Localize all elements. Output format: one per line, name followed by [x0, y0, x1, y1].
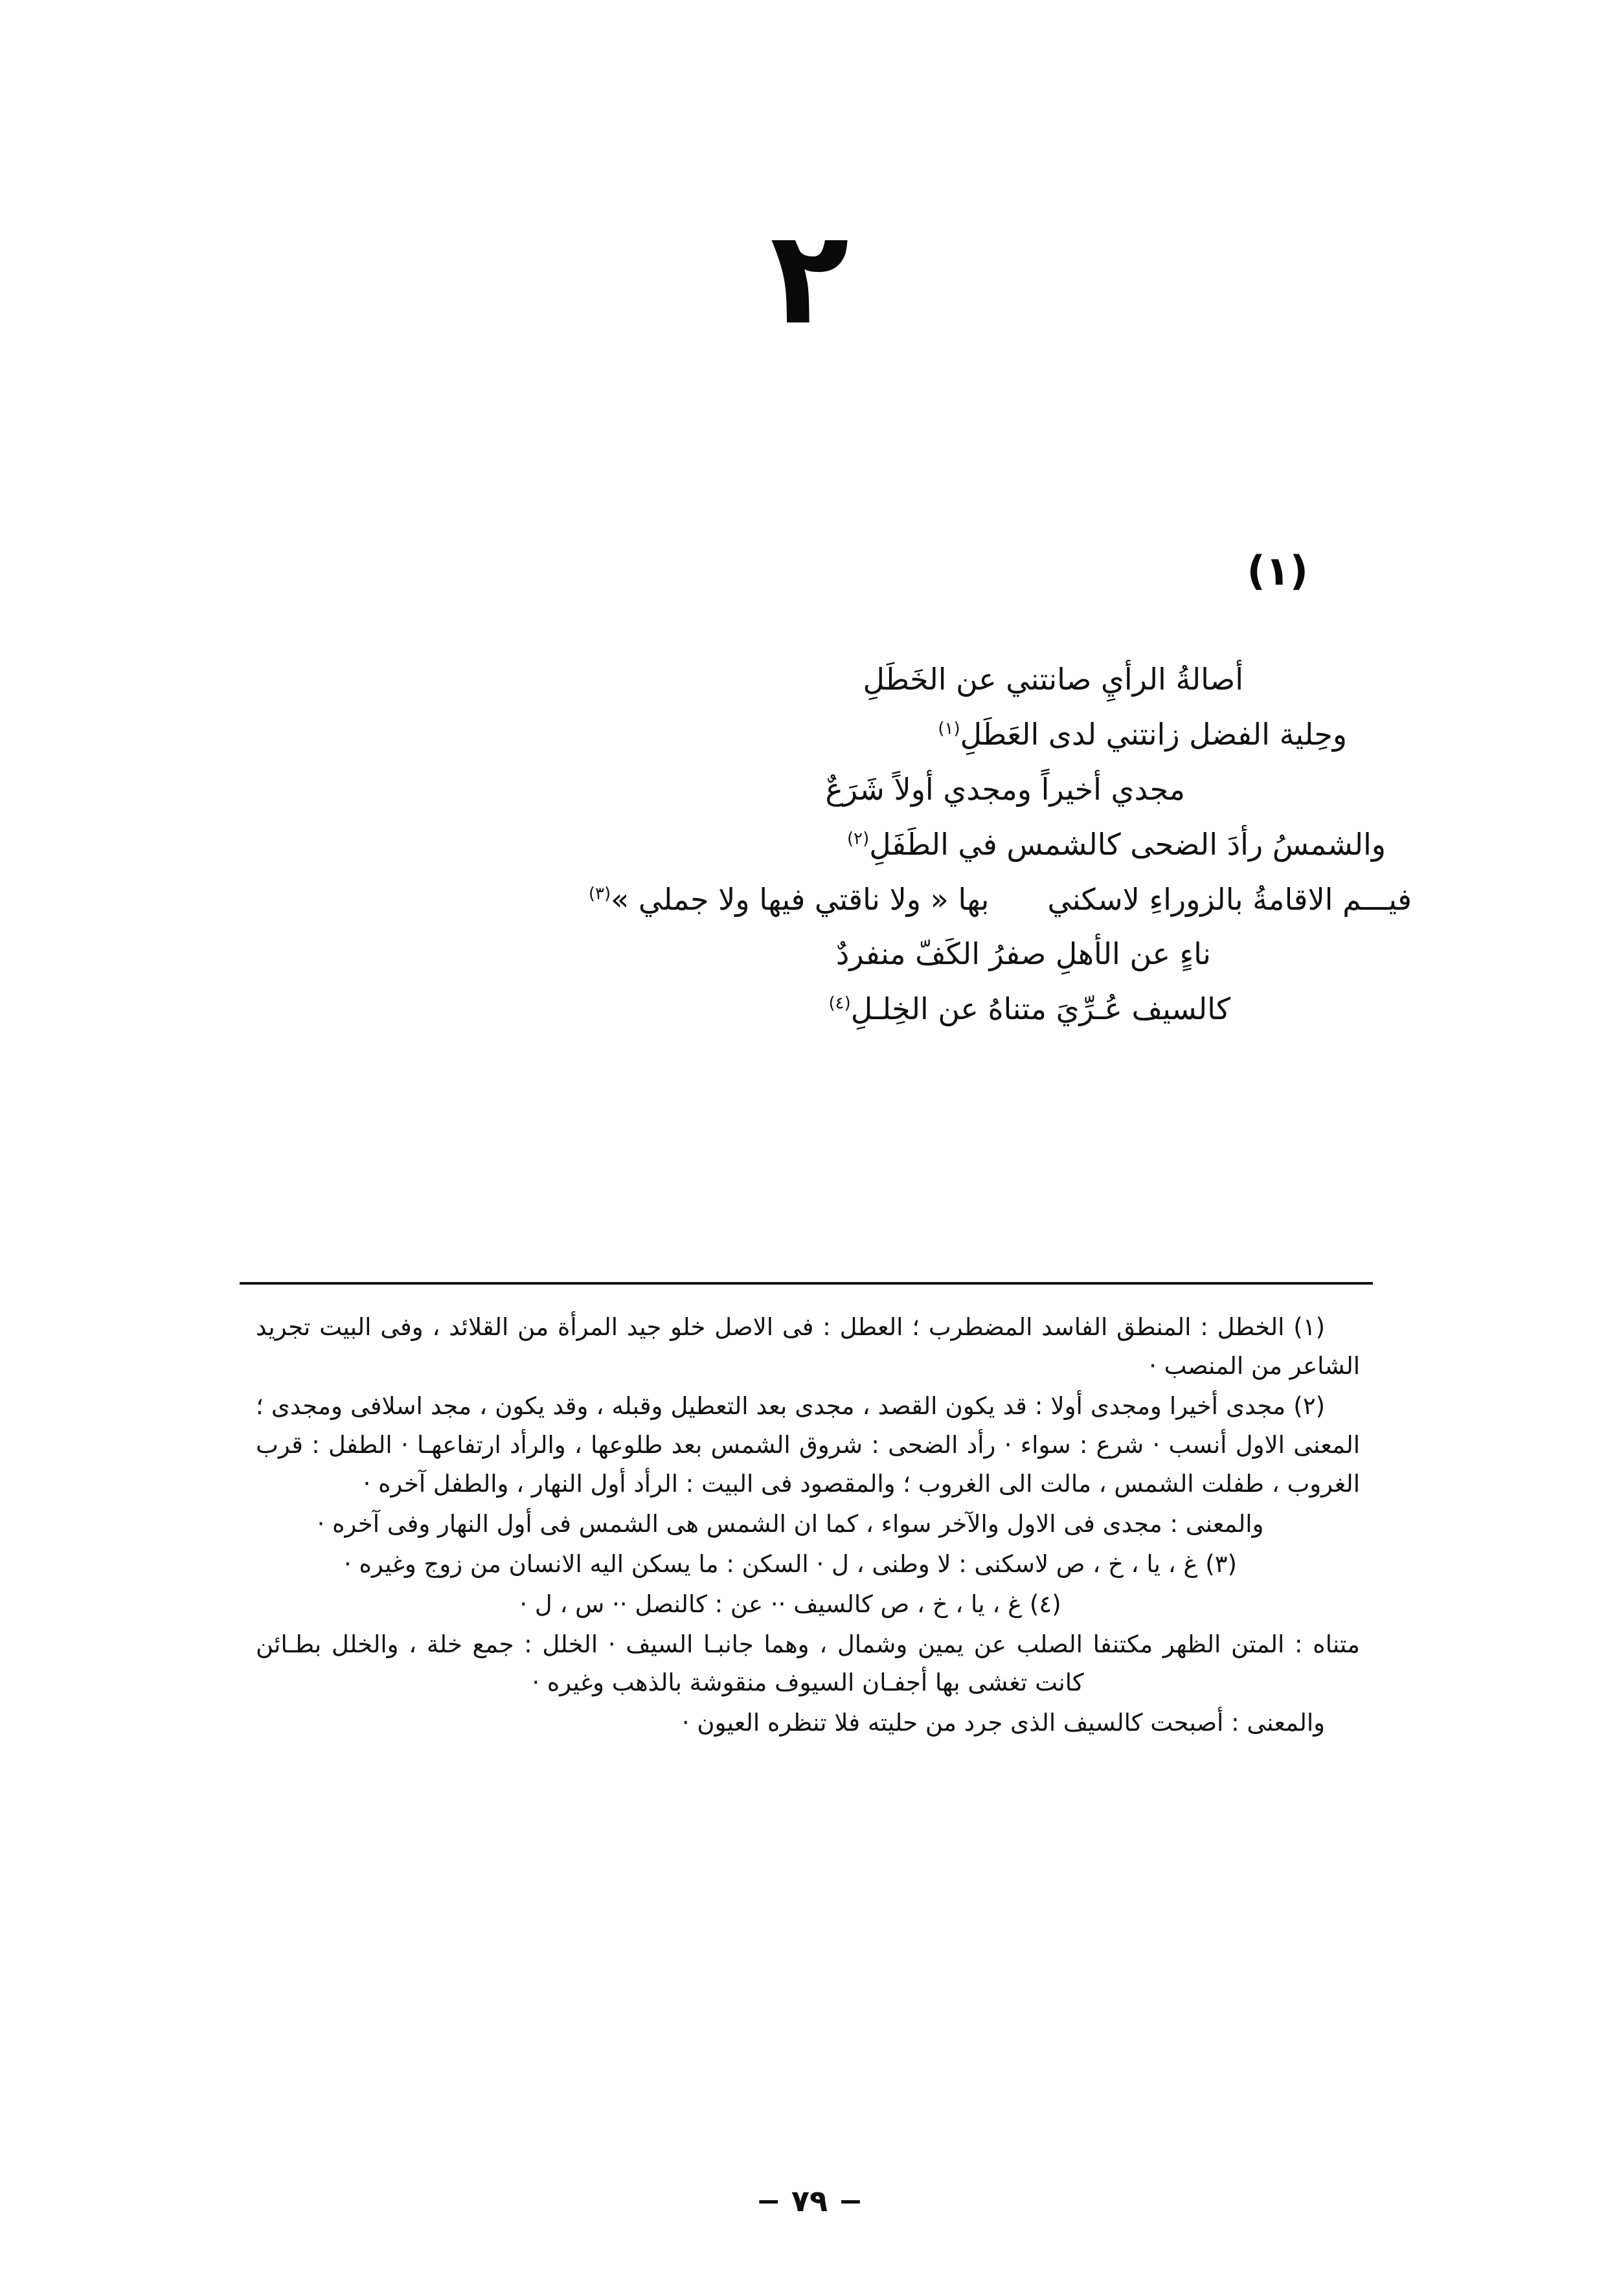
verse-text: كالسيف عُـرِّيَ متناهُ عن الخِلـلِ — [850, 991, 1230, 1027]
poem-section-number: (١) — [1247, 547, 1308, 594]
footnote-item: (٢) مجدى أخيرا ومجدى أولا : قد يكون القصد ، مجدى بعد التعطيل وقبله ، وقد يكون ، مجد اسلافى ومجدى ؛ المعنى الاول أنسب · شرع : سواء · رأد الضحى : شروق الشمس بعد طلوعها ، والرأد ارتفاعهـا · الطفل : قرب الغروب ، طفلت الشمس ، مالت الى الغروب ؛ والمقصود فى البيت : الرأد أول النهار ، والطفل آخره · — [256, 1391, 1360, 1498]
verse-text-second-hemistich: بها « ولا ناقتي فيها ولا جملي » — [611, 881, 990, 917]
verse-text: ناءٍ عن الأهلِ صفرُ الكَفّ منفردٌ — [835, 936, 1211, 972]
footnote-item: متناه : المتن الظهر مكتنفا الصلب عن يمين وشمال ، وهما جانبـا السيف · الخلل : جمع خلة ، والخلل بطـائن كانت تغشى بها أجفـان السيوف منقوشة بالذهب وغيره · — [256, 1630, 1360, 1697]
footnote-marker: (٣) — [588, 884, 611, 904]
verse-text: مجدي أخيراً ومجدي أولاً شَرَعٌ — [825, 771, 1185, 807]
footnote-separator-rule — [240, 1282, 1373, 1285]
verse-text: وحِلية الفضل زانتني لدى العَطَلِ — [960, 716, 1347, 752]
footnote-marker: (٤) — [828, 993, 851, 1013]
footnote-marker: (١) — [938, 719, 960, 739]
footnote-item: (٣) غ ، يا ، خ ، ص لاسكنى : لا وطنى ، ل · السكن : ما يسكن اليه الانسان من زوج وغيره · — [344, 1549, 1237, 1578]
page-number: − ٧٩ − — [756, 2183, 863, 2218]
footnote-item: والمعنى : مجدى فى الاول والآخر سواء ، كما ان الشمس هى الشمس فى أول النهار وفى آخره · — [317, 1509, 1264, 1538]
verse-line — [194, 660, 1425, 699]
verse-line — [194, 826, 1425, 864]
verse-line — [194, 990, 1425, 1028]
poem-verses — [194, 660, 1425, 1045]
footnote-item: (٤) غ ، يا ، خ ، ص كالسيف ·· عن : كالنصل ·· س ، ل · — [519, 1590, 1061, 1618]
verse-text: فيـــم الاقامةُ بالزوراءِ لاسكني — [1047, 881, 1412, 917]
footnote-item: (١) الخطل : المنطق الفاسد المضطرب ؛ العطل : فى الاصل خلو جيد المرأة من القلائد ، وفى البيت تجريد الشاعر من المنصب · — [256, 1313, 1360, 1380]
verse-text: أصالةُ الرأيِ صانتني عن الخَطَلِ — [863, 662, 1243, 697]
verse-text: والشمسُ رأدَ الضحى كالشمس في الطَفَلِ — [869, 826, 1386, 862]
chapter-number: ٢ — [769, 203, 850, 354]
footnote-marker: (٢) — [846, 829, 870, 849]
footnote-item: والمعنى : أصبحت كالسيف الذى جرد من حليته فلا تنظره العيون · — [681, 1709, 1325, 1737]
verse-line — [194, 771, 1425, 809]
verse-line — [194, 935, 1425, 973]
footnotes-block — [256, 1308, 1360, 1744]
verse-line — [194, 715, 1425, 754]
verse-line — [194, 881, 1425, 919]
